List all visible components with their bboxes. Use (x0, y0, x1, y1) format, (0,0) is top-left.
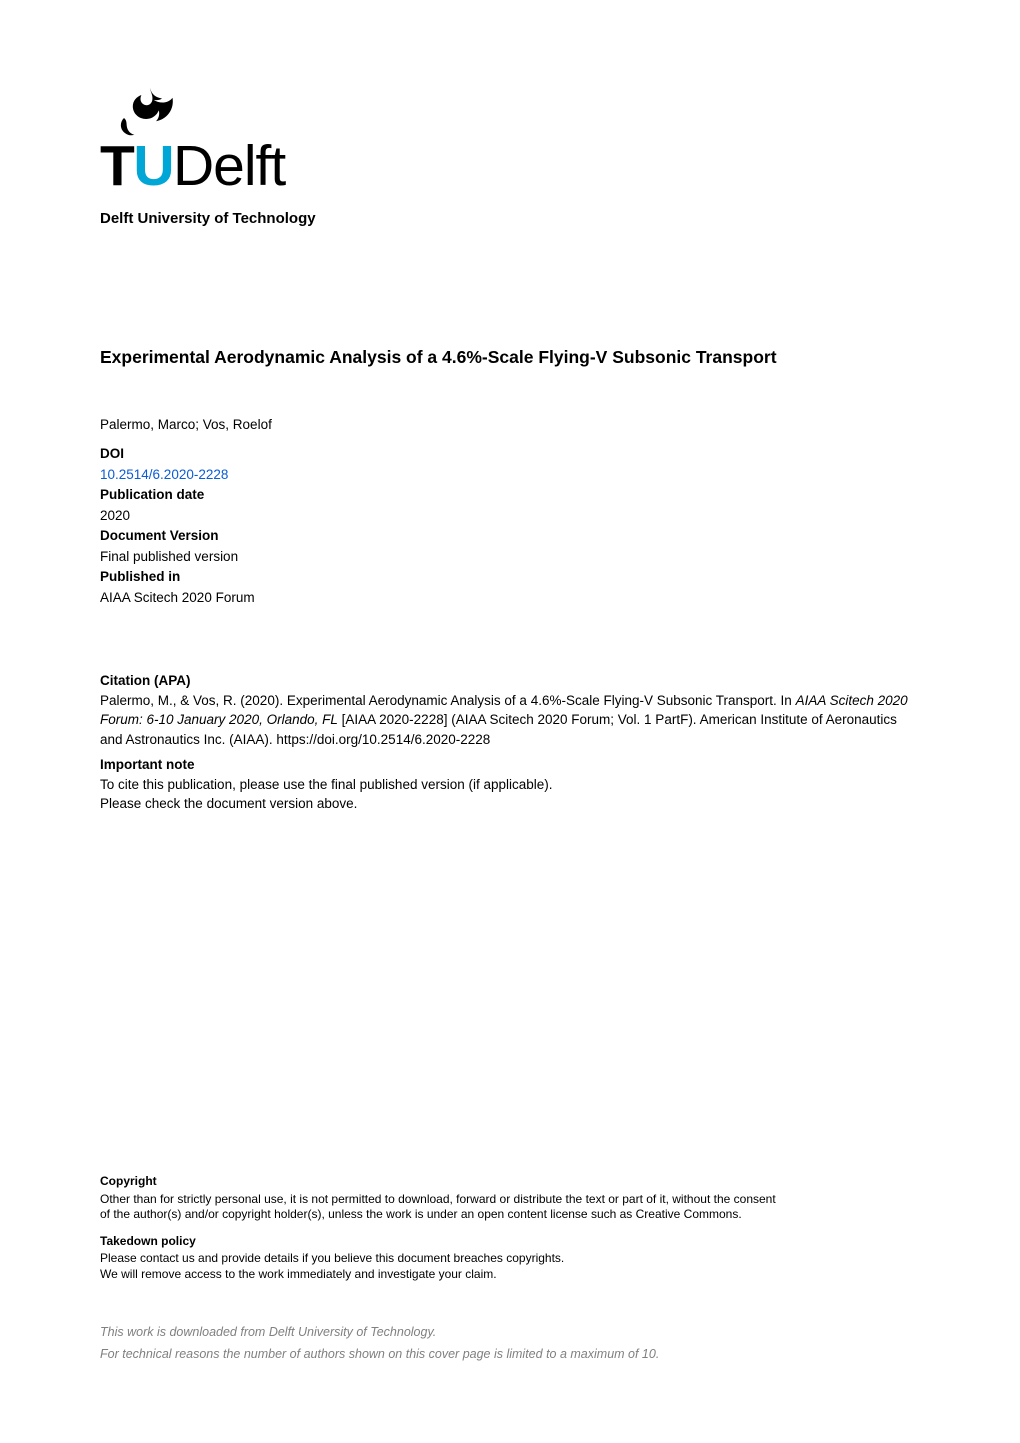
takedown-policy-section (100, 1234, 918, 1283)
citation-doi-url: https://doi.org/10.2514/6.2020-2228 (276, 731, 491, 747)
field-published-in (100, 567, 255, 608)
authors-line: Palermo, Marco; Vos, Roelof (100, 417, 272, 432)
citation-label: Citation (APA) (100, 673, 191, 688)
copyright-line: of the author(s) and/or copyright holder(s), unless the work is under an open content license such as Creative Commons. (100, 1207, 742, 1221)
tu-delft-flame-icon (116, 88, 178, 136)
field-document-version (100, 526, 255, 567)
field-doi (100, 444, 255, 485)
legal-section (100, 1174, 918, 1282)
citation-text (100, 691, 912, 750)
logo-letter-u: U (133, 134, 173, 198)
important-note-line: To cite this publication, please use the final published version (if applicable). (100, 776, 553, 792)
tu-delft-logo (100, 88, 286, 198)
citation-venue-italic: AIAA Scitech 2020 Forum: 6-10 January 2020, Orlando, FL (100, 692, 908, 727)
field-label-document-version: Document Version (100, 528, 219, 543)
university-name: Delft University of Technology (100, 210, 316, 227)
logo-delft: Delft (173, 134, 286, 198)
metadata-list (100, 444, 255, 608)
tu-delft-wordmark (100, 134, 286, 198)
takedown-policy-label: Takedown policy (100, 1233, 196, 1248)
copyright-label: Copyright (100, 1174, 157, 1188)
field-value-document-version: Final published version (100, 548, 239, 564)
important-note-line: Please check the document version above. (100, 796, 358, 811)
field-publication-date (100, 485, 255, 526)
takedown-policy-line: We will remove access to the work immediately and investigate your claim. (100, 1266, 497, 1281)
important-note-label: Important note (100, 757, 195, 772)
field-label-doi: DOI (100, 446, 125, 461)
copyright-line: Other than for strictly personal use, it is not permitted to download, forward or distribute the text or part of it, without the consent (100, 1191, 776, 1206)
citation-section (100, 671, 912, 814)
field-value-publication-date: 2020 (100, 507, 131, 523)
important-note-section (100, 755, 912, 814)
citation-part-before: Palermo, M., & Vos, R. (2020). Experimental Aerodynamic Analysis of a 4.6%-Scale Flying-V Subsonic Transport. In (100, 692, 796, 708)
footer-line: This work is downloaded from Delft University of Technology. (100, 1325, 437, 1339)
field-label-publication-date: Publication date (100, 487, 205, 502)
doi-link[interactable]: 10.2514/6.2020-2228 (100, 466, 229, 482)
field-label-published-in: Published in (100, 569, 181, 584)
field-value-published-in: AIAA Scitech 2020 Forum (100, 589, 255, 605)
citation-part-after: [AIAA 2020-2228] (AIAA Scitech 2020 Forum; Vol. 1 PartF). American Institute of Aeronautics and Astronautics Inc. (AIAA). (100, 712, 897, 747)
footer-line: For technical reasons the number of authors shown on this cover page is limited to a maximum of 10. (100, 1346, 660, 1361)
copyright-section (100, 1174, 918, 1223)
paper-title: Experimental Aerodynamic Analysis of a 4.6%-Scale Flying-V Subsonic Transport (100, 347, 777, 367)
logo-letter-t: T (100, 134, 134, 198)
takedown-policy-line: Please contact us and provide details if you believe this document breaches copyrights. (100, 1251, 565, 1265)
footer-note (100, 1322, 659, 1365)
